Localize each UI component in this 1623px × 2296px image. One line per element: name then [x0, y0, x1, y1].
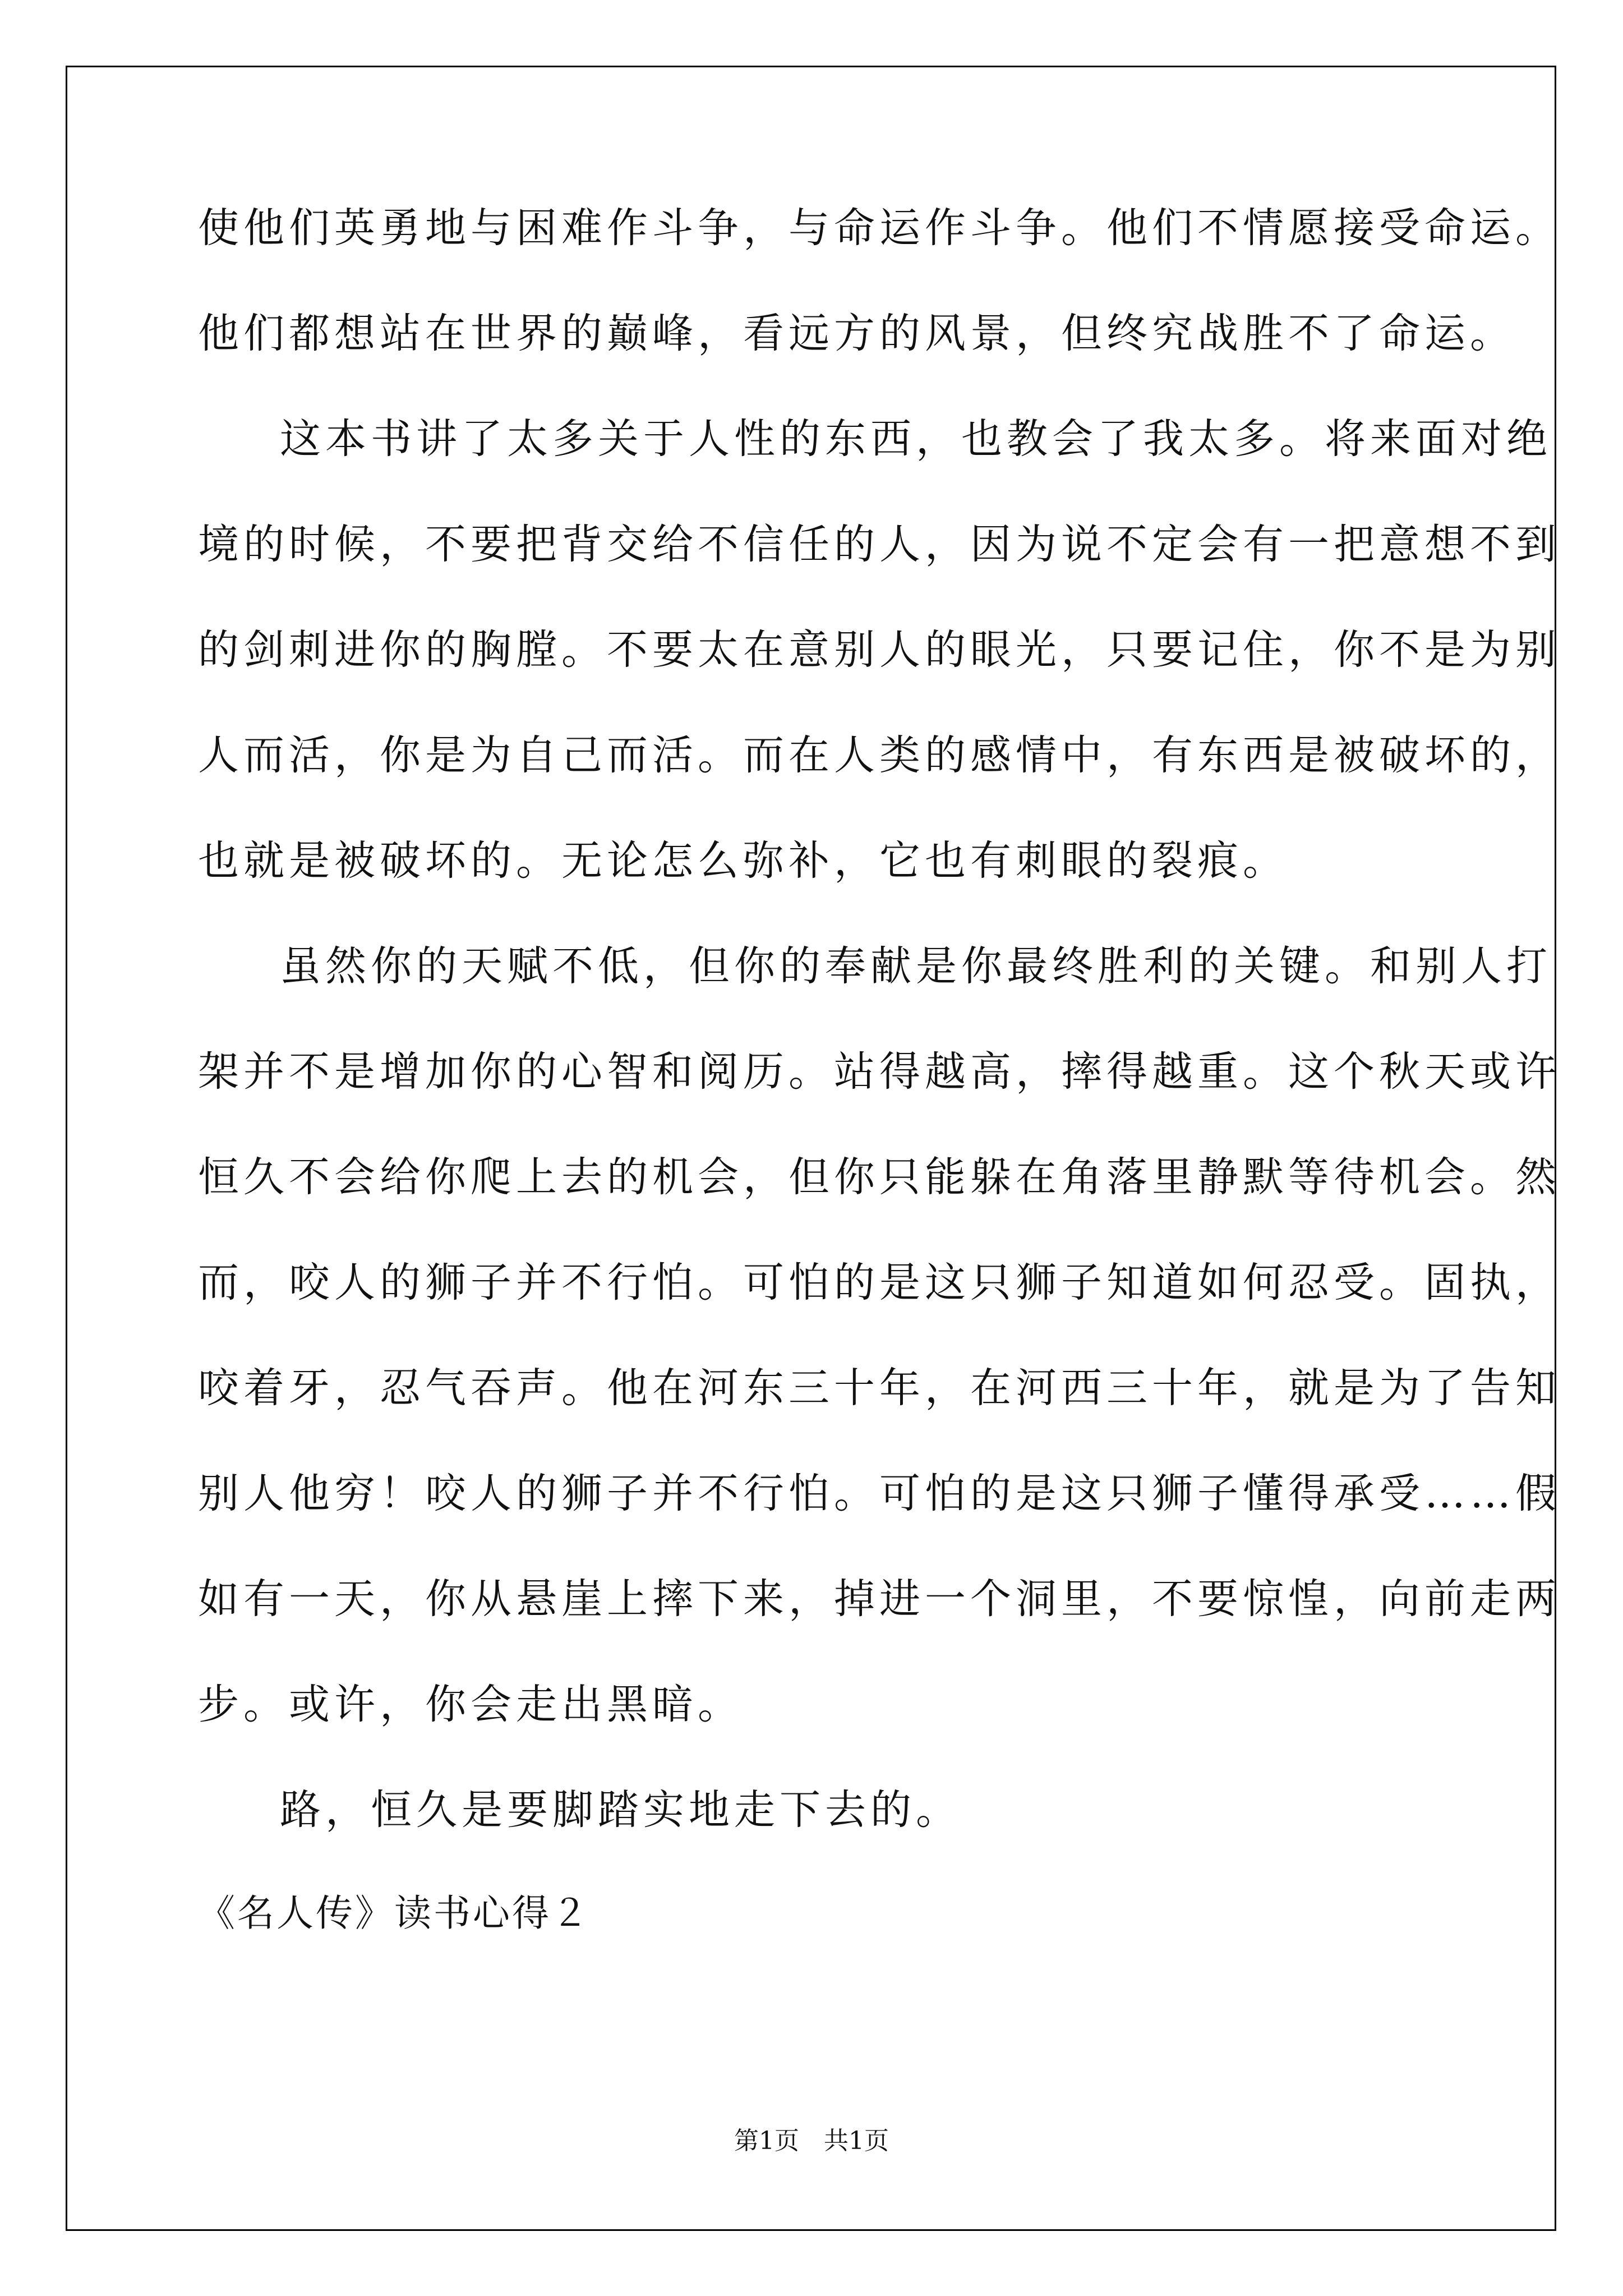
paragraph-line: 步。或许，你会走出黑暗。 [198, 1681, 743, 1728]
page-number-footer: 第1页 共1页 [734, 2127, 889, 2155]
body-text [198, 204, 1561, 1935]
paragraph-line: 而，咬人的狮子并不行怕。可怕的是这只狮子知道如何忍受。固执， [198, 1259, 1561, 1306]
paragraph-line: 境的时候，不要把背交给不信任的人，因为说不定会有一把意想不到 [198, 521, 1561, 568]
paragraph-line: 如有一天，你从悬崖上摔下来，掉进一个洞里，不要惊惶，向前走两 [198, 1575, 1561, 1623]
paragraph-line: 路，恒久是要脚踏实地走下去的。 [280, 1786, 961, 1834]
paragraph-line: 也就是被破坏的。无论怎么弥补，它也有刺眼的裂痕。 [198, 837, 1288, 885]
paragraph-line: 别人他穷！咬人的狮子并不行怕。可怕的是这只狮子懂得承受……假 [198, 1470, 1561, 1517]
paragraph-line: 的剑刺进你的胸膛。不要太在意别人的眼光，只要记住，你不是为别 [198, 626, 1561, 674]
section-heading: 《名人传》读书心得２ [198, 1892, 591, 1935]
paragraph-line: 架并不是增加你的心智和阅历。站得越高，摔得越重。这个秋天或许 [198, 1048, 1561, 1096]
paragraph-line: 这本书讲了太多关于人性的东西，也教会了我太多。将来面对绝 [280, 415, 1552, 463]
paragraph-line: 虽然你的天赋不低，但你的奉献是你最终胜利的关键。和别人打 [280, 942, 1552, 990]
paragraph-line: 人而活，你是为自己而活。而在人类的感情中，有东西是被破坏的， [198, 731, 1561, 779]
paragraph-line: 使他们英勇地与困难作斗争，与命运作斗争。他们不情愿接受命运。 [198, 204, 1561, 252]
paragraph-line: 咬着牙，忍气吞声。他在河东三十年，在河西三十年，就是为了告知 [198, 1364, 1561, 1412]
paragraph-line: 他们都想站在世界的巅峰，看远方的风景，但终究战胜不了命运。 [198, 310, 1515, 357]
paragraph-line: 恒久不会给你爬上去的机会，但你只能躲在角落里静默等待机会。然 [198, 1153, 1561, 1201]
